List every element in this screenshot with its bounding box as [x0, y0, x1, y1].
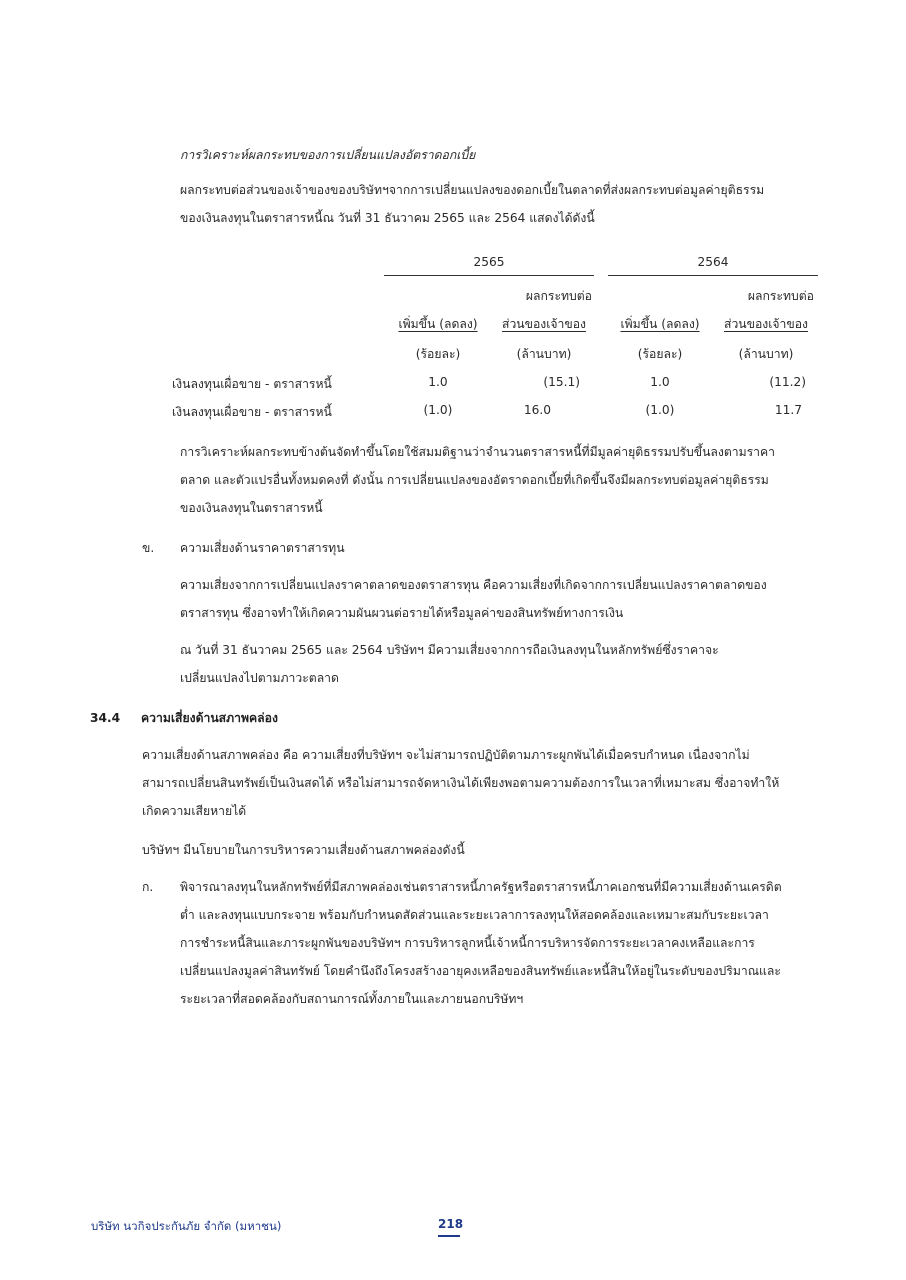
analysis-line-2: ตลาด และตัวแปรอื่นทั้งหมดคงที่ ดังนั้น การเปลี่ยนแปลงของอัตราดอกเบี้ยที่เกิดขึ้นจึงมีผลกระทบต่อมูลค่ายุติธรรม: [180, 473, 769, 487]
equity-p2-line-2: เปลี่ยนแปลงไปตามภาวะตลาด: [180, 671, 339, 685]
page-number-underline: [438, 1235, 460, 1237]
year-rule-2564: [608, 275, 818, 276]
col-impact-line1-a: ผลกระทบต่อ: [525, 289, 592, 303]
analysis-line-1: การวิเคราะห์ผลกระทบข้างต้นจัดทำขึ้นโดยใช้สมมติฐานว่าจำนวนตราสารหนี้ที่มีมูลค่ายุติธรรมปรับขึ้นลงตามราคา: [180, 445, 776, 459]
col-change-a: เพิ่มขึ้น (ลดลง): [398, 317, 478, 331]
liquidity-title: ความเสี่ยงด้านสภาพคล่อง: [141, 711, 278, 725]
col-impact-line1-b: ผลกระทบต่อ: [747, 289, 814, 303]
equity-p1-line-1: ความเสี่ยงจากการเปลี่ยนแปลงราคาตลาดของตราสารทุน คือความเสี่ยงที่เกิดจากการเปลี่ยนแปลงราคาตลาดของ: [180, 578, 767, 592]
col-change-b: เพิ่มขึ้น (ลดลง): [620, 317, 700, 331]
table-cell: (15.1): [543, 375, 580, 389]
section-number: 34.4: [90, 711, 121, 725]
intro-line-2: ของเงินลงทุนในตราสารหนี้ณ วันที่ 31 ธันวาคม 2565 และ 2564 แสดงได้ดังนี้: [180, 211, 595, 225]
table-cell: (1.0): [645, 403, 675, 417]
unit-million-b: (ล้านบาท): [738, 347, 794, 361]
liquidity-item-line-5: ระยะเวลาที่สอดคล้องกับสถานการณ์ทั้งภายในและภายนอกบริษัทฯ: [180, 992, 524, 1006]
analysis-line-3: ของเงินลงทุนในตราสารหนี้: [180, 501, 323, 515]
table-cell: (1.0): [423, 403, 453, 417]
table-row-label: เงินลงทุนเผื่อขาย - ตราสารหนี้: [172, 377, 332, 391]
footer-company-name: บริษัท นวกิจประกันภัย จำกัด (มหาชน): [91, 1219, 282, 1233]
table-cell: 16.0: [523, 403, 551, 417]
table-cell: 1.0: [650, 375, 670, 389]
year-header-2565: 2565: [473, 255, 505, 269]
equity-p1-line-2: ตราสารทุน ซึ่งอาจทำให้เกิดความผันผวนต่อรายได้หรือมูลค่าของสินทรัพย์ทางการเงิน: [180, 606, 624, 620]
year-header-2564: 2564: [697, 255, 729, 269]
col-impact-line2-b: ส่วนของเจ้าของ: [724, 317, 808, 331]
liquidity-p1-line-1: ความเสี่ยงด้านสภาพคล่อง คือ ความเสี่ยงที่บริษัทฯ จะไม่สามารถปฏิบัติตามภาระผูกพันได้เมื่อครบกำหนด เนื่องจากไม่: [142, 748, 750, 762]
table-cell: 11.7: [774, 403, 802, 417]
table-cell: 1.0: [428, 375, 448, 389]
table-cell: (11.2): [769, 375, 806, 389]
list-marker-kho: ข.: [142, 541, 155, 555]
liquidity-policy-intro: บริษัทฯ มีนโยบายในการบริหารความเสี่ยงด้านสภาพคล่องดังนี้: [142, 843, 465, 857]
unit-percent-b: (ร้อยละ): [637, 347, 683, 361]
table-row-label: เงินลงทุนเผื่อขาย - ตราสารหนี้: [172, 405, 332, 419]
unit-million-a: (ล้านบาท): [516, 347, 572, 361]
col-impact-line2-a: ส่วนของเจ้าของ: [502, 317, 586, 331]
liquidity-item-line-1: พิจารณาลงทุนในหลักทรัพย์ที่มีสภาพคล่องเช่นตราสารหนี้ภาครัฐหรือตราสารหนี้ภาคเอกชนที่มีความเสี่ยงด้านเครดิต: [180, 880, 782, 894]
year-rule-2565: [384, 275, 594, 276]
liquidity-item-line-3: การชำระหนี้สินและภาระผูกพันของบริษัทฯ การบริหารลูกหนี้เจ้าหนี้การบริหารจัดการระยะเวลาคงเหลือและการ: [180, 936, 755, 950]
unit-percent-a: (ร้อยละ): [415, 347, 461, 361]
list-marker-ko: ก.: [142, 880, 154, 894]
page-number: 218: [438, 1217, 464, 1231]
liquidity-p1-line-2: สามารถเปลี่ยนสินทรัพย์เป็นเงินสดได้ หรือไม่สามารถจัดหาเงินได้เพียงพอตามความต้องการในเวลาที่เหมาะสม ซึ่งอาจทำให้: [142, 776, 780, 790]
equity-p2-line-1: ณ วันที่ 31 ธันวาคม 2565 และ 2564 บริษัทฯ มีความเสี่ยงจากการถือเงินลงทุนในหลักทรัพย์ซึ่งราคาจะ: [180, 643, 719, 657]
intro-line-1: ผลกระทบต่อส่วนของเจ้าของของบริษัทฯจากการเปลี่ยนแปลงของดอกเบี้ยในตลาดที่ส่งผลกระทบต่อมูลค่ายุติธรรม: [180, 183, 765, 197]
equity-risk-title: ความเสี่ยงด้านราคาตราสารทุน: [180, 541, 345, 555]
liquidity-p1-line-3: เกิดความเสียหายได้: [142, 804, 247, 818]
section-heading: การวิเคราะห์ผลกระทบของการเปลี่ยนแปลงอัตราดอกเบี้ย: [180, 148, 476, 162]
liquidity-item-line-4: เปลี่ยนแปลงมูลค่าสินทรัพย์ โดยคำนึงถึงโครงสร้างอายุคงเหลือของสินทรัพย์และหนี้สินให้อยู่ในระดับของปริมาณและ: [180, 964, 781, 978]
liquidity-item-line-2: ต่ำ และลงทุนแบบกระจาย พร้อมกับกำหนดสัดส่วนและระยะเวลาการลงทุนให้สอดคล้องและเหมาะสมกับระยะเวลา: [180, 908, 769, 922]
